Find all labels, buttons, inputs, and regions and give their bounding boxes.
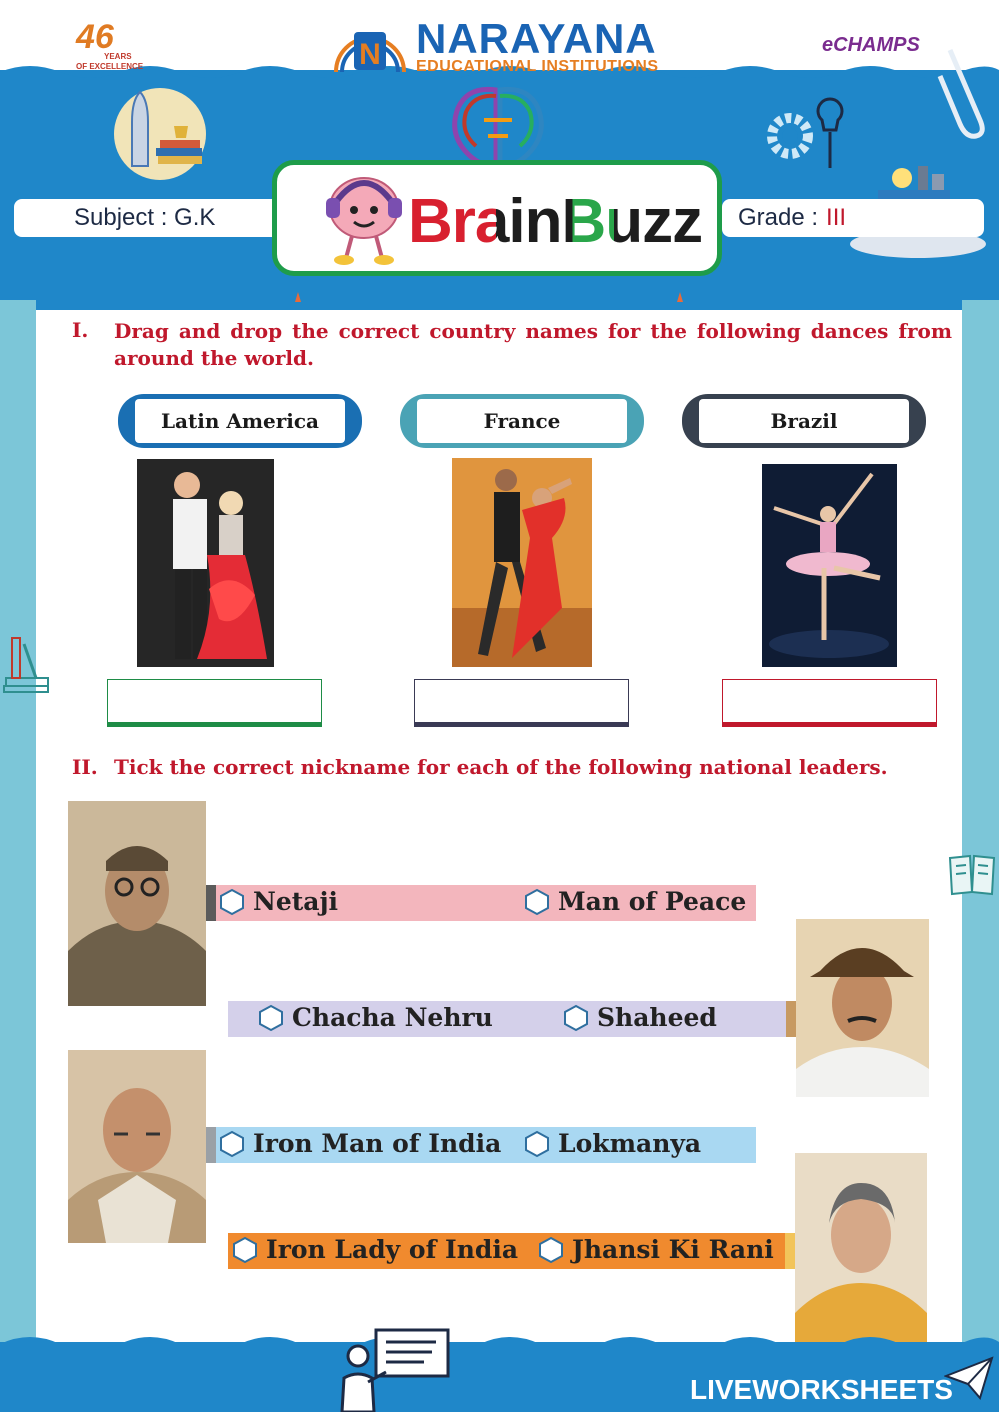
option-man-of-peace-label: Man of Peace (558, 887, 747, 916)
option-lokmanya-label: Lokmanya (558, 1129, 702, 1158)
rocket-books-icon (104, 86, 210, 182)
hexagon-radio-icon[interactable] (524, 888, 550, 916)
brainbuzz-title (408, 186, 702, 257)
option-shaheed-label: Shaheed (597, 1003, 717, 1032)
brainbuzz-title-text: BrainBuzz (408, 187, 703, 256)
echamps-logo: eCHAMPS (822, 34, 920, 56)
narayana-emblem-icon (332, 14, 408, 80)
books-stack-icon (2, 634, 50, 694)
question-1-instruction: Drag and drop the correct country names for the following dances from around the world. (114, 319, 952, 370)
open-book-icon (948, 852, 996, 898)
portrait-indira-gandhi (795, 1153, 927, 1351)
hexagon-radio-icon[interactable] (563, 1004, 589, 1032)
star-icon (286, 292, 310, 308)
hexagon-radio-icon[interactable] (219, 1130, 245, 1158)
left-border (0, 300, 36, 1360)
drop-box-1[interactable] (107, 679, 322, 727)
drag-chip-2[interactable] (400, 394, 644, 448)
paperclip-icon (936, 40, 996, 140)
institution-tagline: EDUCATIONAL INSTITUTIONS (416, 58, 659, 75)
grade-label (722, 199, 984, 237)
ballet-dancer-image (762, 464, 897, 667)
samba-dancers-image (137, 459, 274, 667)
svg-text:N: N (359, 38, 381, 71)
option-shaheed[interactable] (563, 1003, 717, 1032)
option-man-of-peace[interactable] (524, 887, 746, 916)
gear-bulb-icon (762, 96, 856, 170)
question-2-instruction: Tick the correct nickname for each of the following national leaders. (114, 755, 888, 779)
question-2-number: II. (72, 755, 98, 779)
anniversary-line1: YEARS (104, 52, 132, 61)
footer-cloud-edge (0, 1326, 999, 1356)
hexagon-radio-icon[interactable] (524, 1130, 550, 1158)
question-1-number: I. (72, 318, 89, 342)
option-lokmanya[interactable] (524, 1129, 701, 1158)
institution-name: NARAYANA (416, 15, 657, 62)
hexagon-radio-icon[interactable] (232, 1236, 258, 1264)
subject-label: Subject : G.K (14, 199, 284, 237)
option-iron-man-of-india[interactable] (219, 1129, 501, 1158)
option-iron-lady-of-india-label: Iron Lady of India (266, 1235, 519, 1264)
option-iron-man-of-india-label: Iron Man of India (253, 1129, 502, 1158)
brain-mascot-icon (322, 164, 410, 268)
liveworksheets-watermark: LIVEWORKSHEETS (690, 1374, 953, 1405)
option-jhansi-ki-rani[interactable] (538, 1235, 774, 1264)
right-border (962, 300, 999, 1360)
portrait-netaji (68, 801, 206, 1006)
option-jhansi-ki-rani-label: Jhansi Ki Rani (572, 1235, 774, 1264)
option-iron-lady-of-india[interactable] (232, 1235, 518, 1264)
drag-chip-3[interactable] (682, 394, 926, 448)
anniversary-logo (76, 20, 146, 74)
drag-chip-2-label: France (417, 399, 627, 443)
hexagon-radio-icon[interactable] (258, 1004, 284, 1032)
option-chacha-nehru-label: Chacha Nehru (292, 1003, 493, 1032)
drag-chip-3-label: Brazil (699, 399, 909, 443)
grade-label-text: Grade : (738, 204, 819, 231)
teacher-board-icon (336, 1326, 456, 1412)
drag-chip-1[interactable] (118, 394, 362, 448)
drop-box-2[interactable] (414, 679, 629, 727)
portrait-bhagat-singh (796, 919, 929, 1097)
hexagon-radio-icon[interactable] (538, 1236, 564, 1264)
anniversary-number: 46 (76, 18, 114, 56)
hexagon-radio-icon[interactable] (219, 888, 245, 916)
option-chacha-nehru[interactable] (258, 1003, 493, 1032)
anniversary-line2: OF EXCELLENCE (76, 62, 144, 71)
drop-box-3[interactable] (722, 679, 937, 727)
institution-logo (332, 14, 702, 80)
star-icon (668, 292, 692, 308)
drag-chip-1-label: Latin America (135, 399, 345, 443)
grade-value: III (826, 204, 847, 231)
option-netaji-label: Netaji (253, 887, 339, 916)
option-netaji[interactable] (219, 887, 338, 916)
portrait-sardar-patel (68, 1050, 206, 1243)
tango-dancers-image (452, 458, 592, 667)
